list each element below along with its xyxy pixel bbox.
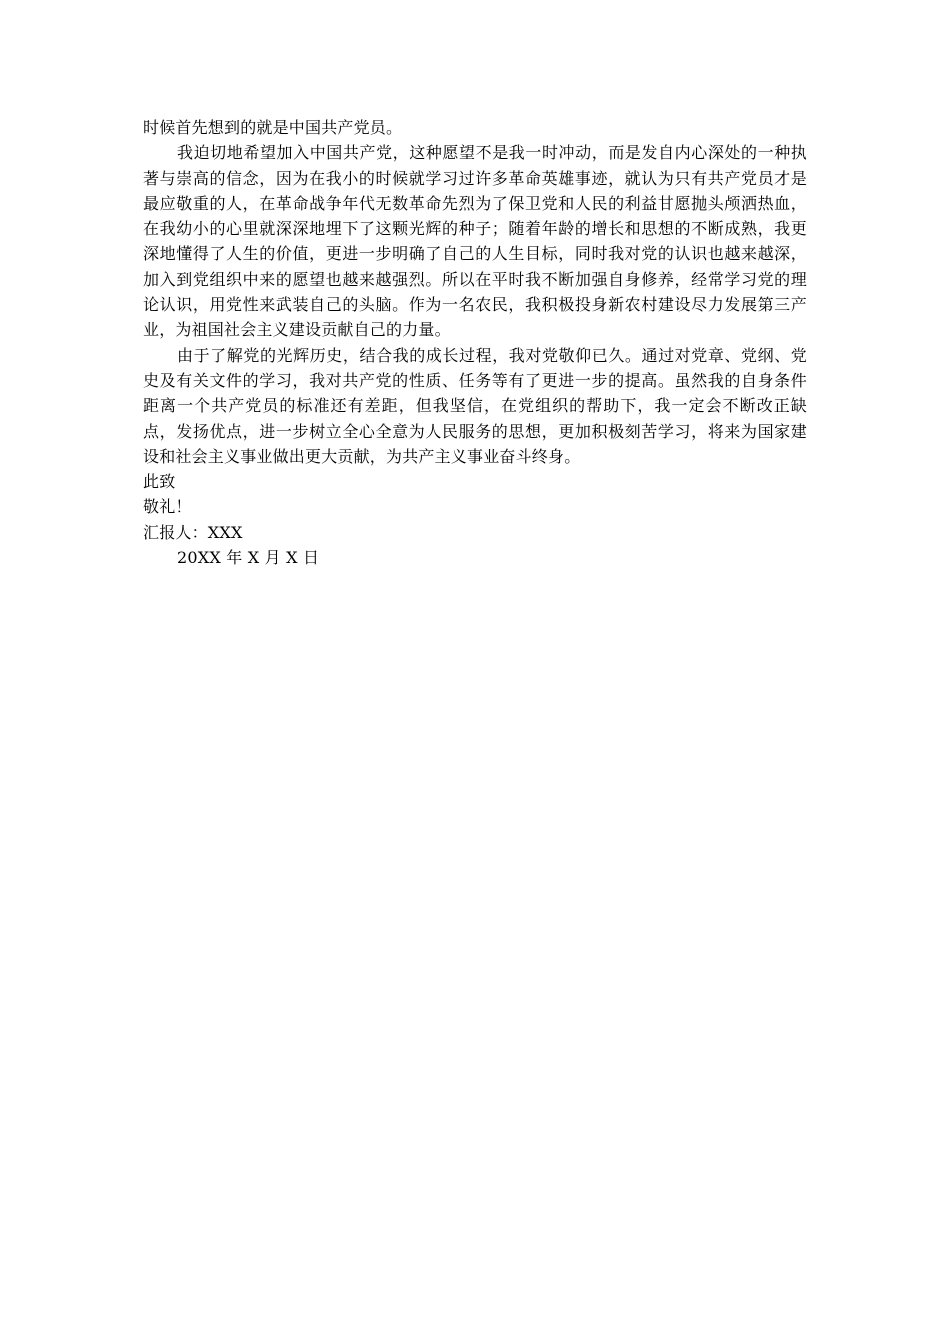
reporter-signature: 汇报人：XXX (143, 522, 243, 542)
document-body (143, 115, 807, 570)
paragraph-commitment: 由于了解党的光辉历史，结合我的成长过程，我对党敬仰已久。通过对党章、党纲、党史及有关文件的学习，我对共产党的性质、任务等有了更进一步的提高。虽然我的自身条件距离一个共产党员的标准还有差距，但我坚信，在党组织的帮助下，我一定会不断改正缺点，发扬优点，进一步树立全心全意为人民服务的思想，更加积极刻苦学习，将来为国家建设和社会主义事业做出更大贡献，为共产主义事业奋斗终身。 (143, 345, 807, 466)
closing-phrase: 此致 (143, 472, 176, 492)
paragraph-continuation: 时候首先想到的就是中国共产党员。 (143, 118, 403, 137)
paragraph-aspiration: 我迫切地希望加入中国共产党，这种愿望不是我一时冲动，而是发自内心深处的一种执著与崇高的信念，因为在我小的时候就学习过许多革命英雄事迹，就认为只有共产党员才是最应敬重的人，在革命战争年代无数革命先烈为了保卫党和人民的利益甘愿抛头颅洒热血，在我幼小的心里就深深地埋下了这颗光辉的种子；随着年龄的增长和思想的不断成熟，我更深地懂得了人生的价值，更进一步明确了自己的人生目标，同时我对党的认识也越来越深，加入到党组织中来的愿望也越来越强烈。所以在平时我不断加强自身修养，经常学习党的理论认识，用党性来武装自己的头脑。作为一名农民，我积极投身新农村建设尽力发展第三产业，为祖国社会主义建设贡献自己的力量。 (143, 143, 807, 340)
salutation: 敬礼！ (143, 497, 192, 517)
report-date: 20XX 年 X 月 X 日 (177, 548, 320, 568)
